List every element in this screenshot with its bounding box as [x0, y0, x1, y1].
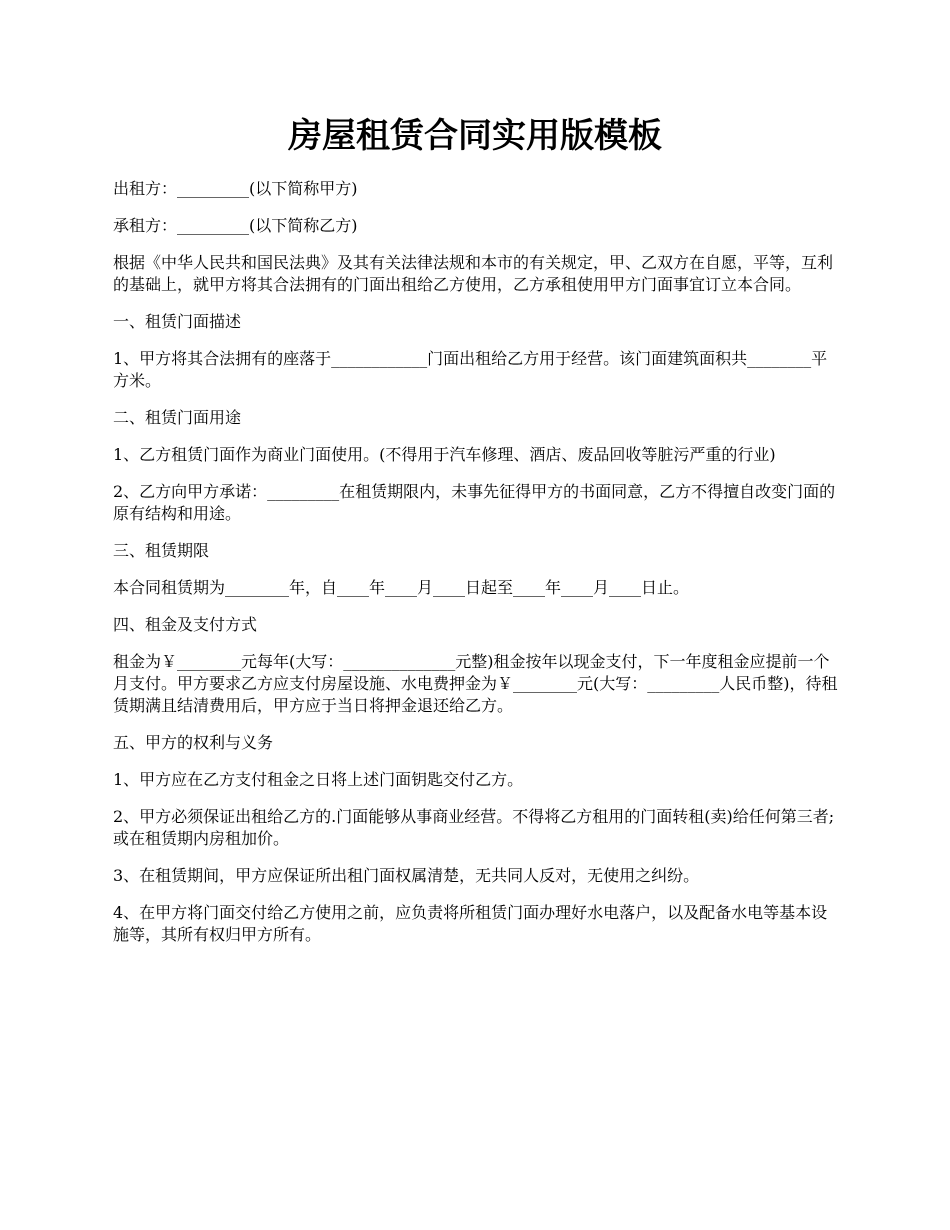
clause-paragraph: 3、在租赁期间，甲方应保证所出租门面权属清楚，无共同人反对，无使用之纠纷。: [113, 866, 700, 885]
document-title: 房屋租赁合同实用版模板: [288, 116, 662, 156]
clause-paragraph: 租金为￥________元每年(大写：______________元整)租金按年以现金支付，下一年度租金应提前一个月支付。甲方要求乙方应支付房屋设施、水电费押金为￥________元(大写：_________人民币整)，待租赁期满且结清费用后，甲方应于当日将押金退还给乙方。: [113, 652, 838, 715]
clause-paragraph: 2、甲方必须保证出租给乙方的.门面能够从事商业经营。不得将乙方租用的门面转租(卖)给任何第三者;或在租赁期内房租加价。: [113, 807, 835, 848]
document-body: [113, 178, 843, 961]
clause-paragraph: 1、甲方应在乙方支付租金之日将上述门面钥匙交付乙方。: [113, 770, 524, 789]
lessee-line: 承租方：_________(以下简称乙方): [113, 216, 358, 235]
section-heading-usage: 二、租赁门面用途: [113, 408, 242, 427]
section-heading-description: 一、租赁门面描述: [113, 312, 242, 331]
clause-paragraph: 本合同租赁期为________年，自____年____月____日起至____年____月____日止。: [113, 578, 690, 597]
clause-paragraph: 1、甲方将其合法拥有的座落于____________门面出租给乙方用于经营。该门面建筑面积共________平方米。: [113, 349, 828, 390]
lessor-line: 出租方：_________(以下简称甲方): [113, 179, 358, 198]
section-heading-lessor-rights: 五、甲方的权利与义务: [113, 733, 274, 752]
preamble-paragraph: 根据《中华人民共和国民法典》及其有关法律法规和本市的有关规定，甲、乙双方在自愿，平等，互利的基础上，就甲方将其合法拥有的门面出租给乙方使用，乙方承租使用甲方门面事宜订立本合同。: [113, 253, 834, 294]
clause-paragraph: 2、乙方向甲方承诺：_________在租赁期限内，未事先征得甲方的书面同意，乙方不得擅自改变门面的原有结构和用途。: [113, 482, 836, 523]
section-heading-term: 三、租赁期限: [113, 541, 210, 560]
section-heading-rent: 四、租金及支付方式: [113, 615, 258, 634]
clause-paragraph: 4、在甲方将门面交付给乙方使用之前，应负责将所租赁门面办理好水电落户，以及配备水电等基本设施等，其所有权归甲方所有。: [113, 903, 828, 944]
clause-paragraph: 1、乙方租赁门面作为商业门面使用。(不得用于汽车修理、酒店、废品回收等脏污严重的行业): [113, 445, 776, 464]
